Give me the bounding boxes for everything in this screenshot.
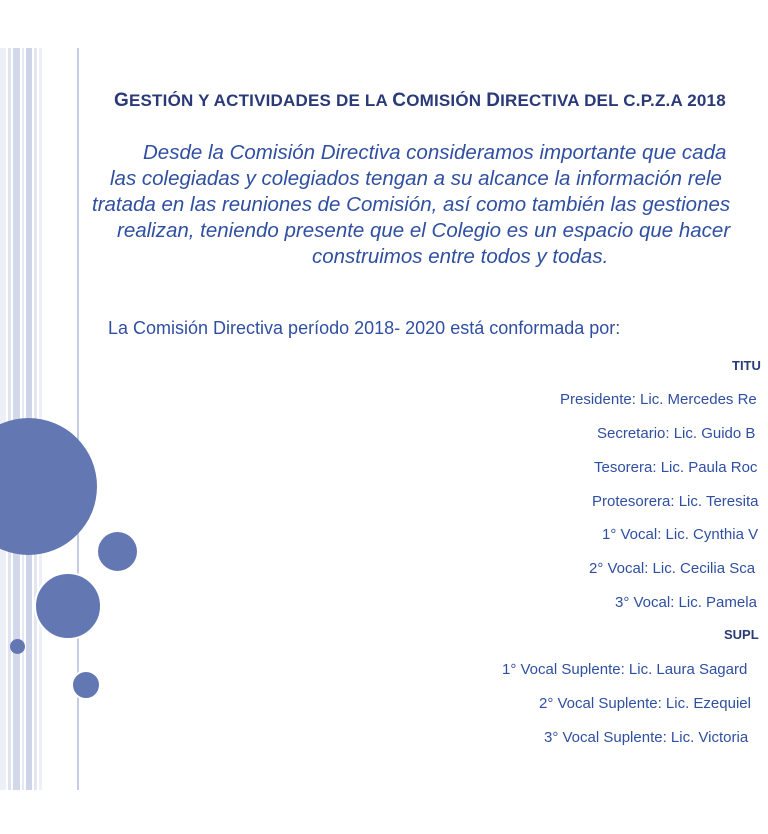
title-cap-1: G (114, 90, 129, 111)
intro-line: Desde la Comisión Directiva consideramos importante que cada (143, 141, 727, 164)
section-suplentes-heading: SUPL (724, 627, 759, 642)
title-text-3: IRECTIVA DEL C.P.Z.A 2018 (500, 91, 726, 110)
decorative-circle-medium (98, 532, 137, 571)
title-cap-2: C (392, 90, 407, 111)
member-item: 2° Vocal: Lic. Cecilia Sca (589, 560, 756, 577)
title-text-1: ESTIÓN Y ACTIVIDADES DE LA (128, 91, 393, 110)
decorative-circle-small (10, 639, 25, 654)
member-item: 3° Vocal Suplente: Lic. Victoria (544, 729, 749, 746)
intro-paragraph (90, 140, 768, 270)
member-item: 1° Vocal: Lic. Cynthia V (602, 526, 759, 543)
intro-line: realizan, teniendo presente que el Colegio es un espacio que hacer (117, 219, 731, 242)
member-item: Tesorera: Lic. Paula Roc (594, 459, 758, 476)
member-item: 2° Vocal Suplente: Lic. Ezequiel (539, 695, 751, 712)
title-text-2: OMISIÓN (406, 91, 487, 110)
commission-subheading: La Comisión Directiva período 2018- 2020 está conformada por: (108, 318, 621, 338)
member-item: 3° Vocal: Lic. Pamela (615, 594, 757, 611)
decorative-circle-small-2 (71, 670, 101, 700)
intro-line: tratada en las reuniones de Comisión, así como también las gestiones (92, 193, 731, 216)
section-titulares-heading: TITU (732, 358, 761, 373)
intro-line: construimos entre todos y todas. (312, 245, 609, 268)
member-item: 1° Vocal Suplente: Lic. Laura Sagard (502, 661, 748, 678)
member-item: Protesorera: Lic. Teresita (592, 493, 759, 510)
decorative-circle-large (0, 418, 97, 555)
slide-title (114, 90, 726, 112)
member-item: Presidente: Lic. Mercedes Re (560, 391, 757, 408)
decorative-circle-large-2 (34, 572, 102, 640)
intro-line: las colegiadas y colegiados tengan a su alcance la información rele (110, 167, 722, 190)
title-cap-3: D (486, 90, 501, 111)
member-item: Secretario: Lic. Guido B (597, 425, 756, 442)
